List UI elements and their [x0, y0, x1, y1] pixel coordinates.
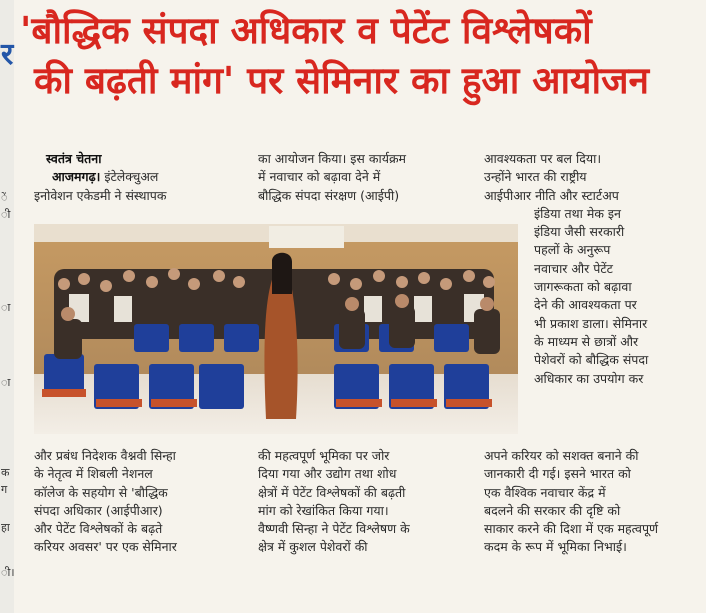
fragment-text: ें	[1, 191, 8, 204]
text-line: इंटेलेक्चुअल	[104, 169, 159, 185]
fragment-text: ी	[1, 208, 11, 221]
article-column-3-bottom	[484, 447, 699, 557]
text-line: में नवाचार को बढ़ावा देने में	[258, 169, 381, 185]
text-line: अपने करियर को सशक्त बनाने की	[484, 448, 639, 463]
text-line: के माध्यम से छात्रों और	[534, 333, 639, 349]
text-line: पहलों के अनुरूप	[534, 242, 611, 258]
fragment-headline-letter: र	[1, 37, 14, 72]
text-line: देने की आवश्यकता पर	[534, 297, 637, 313]
adjacent-column-fragment	[0, 0, 14, 613]
text-line: क्षेत्र में कुशल पेशेवरों की	[258, 539, 368, 555]
text-line: आईपीआर नीति और स्टार्टअप	[484, 187, 619, 203]
text-line: इनोवेशन एकेडमी ने संस्थापक	[34, 187, 167, 203]
text-line: जागरूकता को बढ़ावा	[534, 279, 632, 295]
fragment-text: ी।	[1, 566, 15, 579]
text-line: इंडिया तथा मेक इन	[534, 205, 621, 221]
article-column-2-bottom	[258, 447, 473, 557]
text-line: कॉलेज के सहयोग से 'बौद्धिक	[34, 484, 168, 500]
text-line: नवाचार और पेटेंट	[534, 260, 613, 276]
article-column-2-top	[258, 150, 473, 205]
text-line: वैष्णवी सिन्हा ने पेटेंट विश्लेषण के	[258, 521, 410, 537]
headline-line-2: की बढ़ती मांग' पर सेमिनार का हुआ आयोजन	[34, 59, 650, 102]
article-column-1-top	[34, 150, 249, 205]
text-line: क्षेत्रों में पेटेंट विश्लेषकों की बढ़ती	[258, 484, 406, 500]
text-line: साकार करने की दिशा में एक महत्वपूर्ण	[484, 521, 659, 537]
text-line: अधिकार का उपयोग कर	[534, 370, 644, 386]
text-line: बौद्धिक संपदा संरक्षण (आईपी)	[258, 187, 400, 203]
text-line: की महत्वपूर्ण भूमिका पर जोर	[258, 448, 390, 463]
text-line: आवश्यकता पर बल दिया।	[484, 151, 602, 166]
fragment-text: ग	[1, 483, 8, 496]
text-line: भी प्रकाश डाला। सेमिनार	[534, 315, 648, 331]
text-line: और पेटेंट विश्लेषकों के बढ़ते	[34, 521, 163, 537]
fragment-text: हा	[1, 521, 10, 534]
fragment-text: ा	[1, 301, 11, 314]
fragment-text: ा	[1, 376, 11, 389]
text-line: मांग को रेखांकित किया गया।	[258, 502, 389, 518]
text-line: दिया गया और उद्योग तथा शोध	[258, 466, 397, 482]
text-line: पेशेवरों को बौद्धिक संपदा	[534, 352, 649, 368]
byline: स्वतंत्र चेतना	[46, 151, 102, 166]
text-line: के नेतृत्व में शिबली नेशनल	[34, 466, 153, 482]
text-line: करियर अवसर' पर एक सेमिनार	[34, 539, 177, 555]
fragment-text: क	[1, 466, 10, 479]
text-line: जानकारी दी गई। इसने भारत को	[484, 466, 631, 482]
text-line: इंडिया जैसी सरकारी	[534, 224, 625, 240]
article-column-1-bottom	[34, 447, 249, 557]
text-line: कदम के रूप में भूमिका निभाई।	[484, 539, 627, 555]
text-line	[34, 168, 249, 186]
headline	[20, 6, 700, 106]
text-line: का आयोजन किया। इस कार्यक्रम	[258, 151, 407, 166]
text-line: संपदा अधिकार (आईपीआर)	[34, 502, 163, 518]
headline-line-1: 'बौद्धिक संपदा अधिकार व पेटेंट विश्लेषकों	[20, 9, 592, 52]
text-line: और प्रबंध निदेशक वैश्नवी सिन्हा	[34, 448, 176, 463]
text-line: बदलने की सरकार की दृष्टि को	[484, 502, 621, 518]
dateline: आजमगढ़।	[52, 169, 101, 185]
text-line: एक वैश्विक नवाचार केंद्र में	[484, 484, 606, 500]
seminar-photo	[34, 224, 518, 434]
text-line: उन्होंने भारत की राष्ट्रीय	[484, 169, 587, 185]
